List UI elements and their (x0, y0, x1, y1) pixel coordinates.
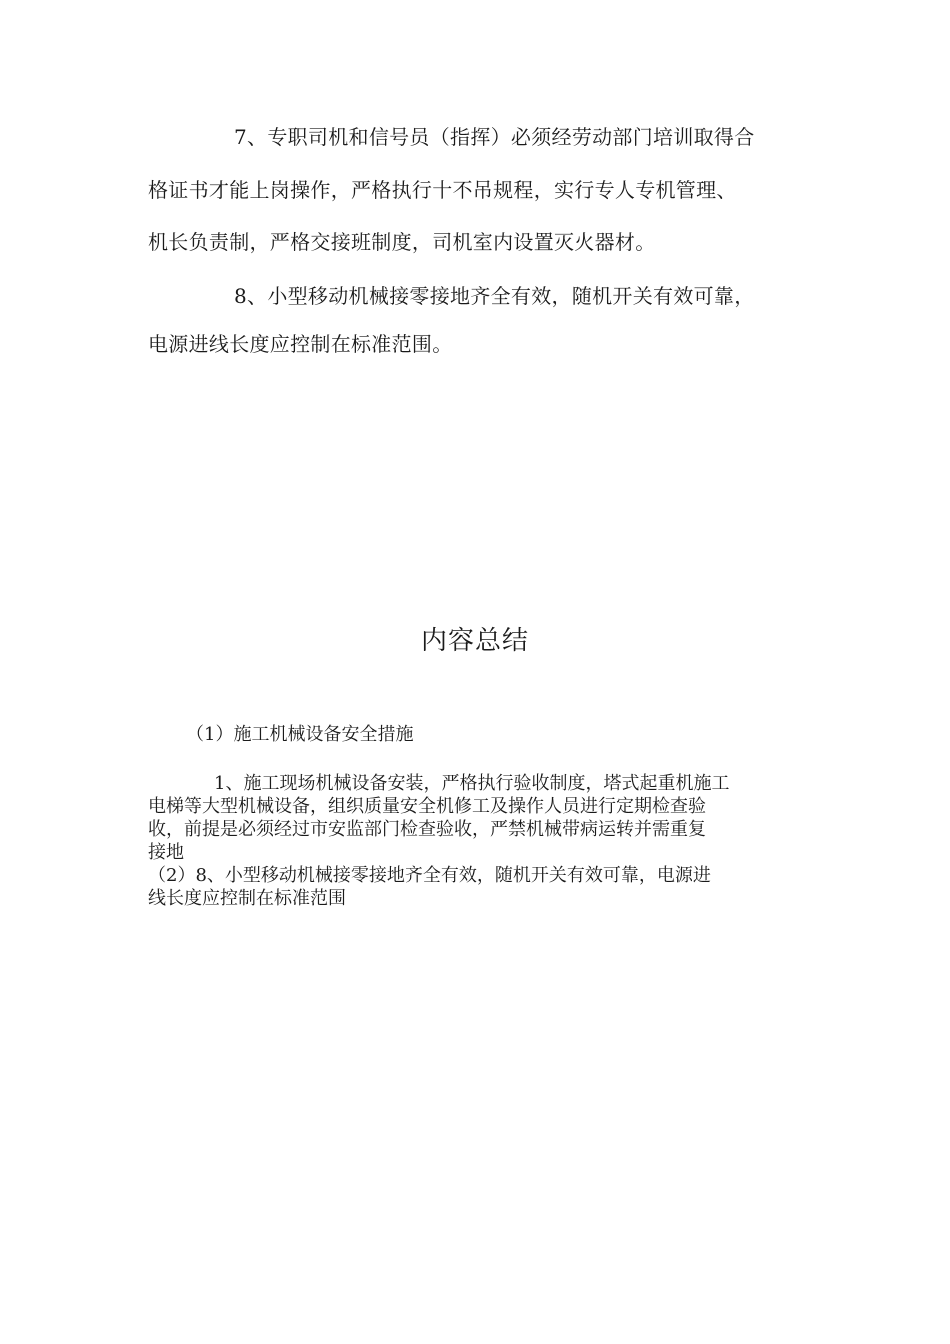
summary-text-block (148, 772, 808, 910)
summary-line: 1、施工现场机械设备安装，严格执行验收制度，塔式起重机施工 (214, 773, 730, 794)
summary-line: 收，前提是必须经过市安监部门检查验收，严禁机械带病运转并需重复 (148, 819, 706, 840)
paragraph-8-line-2: 电源进线长度应控制在标准范围。 (148, 332, 453, 356)
paragraph-7-line-1: 7、专职司机和信号员（指挥）必须经劳动部门培训取得合 (234, 125, 755, 149)
summary-line: 线长度应控制在标准范围 (148, 888, 346, 909)
summary-section-heading: （1）施工机械设备安全措施 (186, 724, 414, 745)
paragraph-7-line-2: 格证书才能上岗操作，严格执行十不吊规程，实行专人专机管理、 (148, 178, 737, 202)
summary-line: 接地 (148, 842, 184, 863)
paragraph-7-line-3: 机长负责制，严格交接班制度，司机室内设置灭火器材。 (148, 230, 656, 254)
summary-title: 内容总结 (420, 626, 529, 656)
summary-line: （2）8、小型移动机械接零接地齐全有效，随机开关有效可靠，电源进 (148, 865, 711, 886)
summary-line: 电梯等大型机械设备，组织质量安全机修工及操作人员进行定期检查验 (148, 796, 706, 817)
paragraph-8-line-1: 8、小型移动机械接零接地齐全有效，随机开关有效可靠， (234, 284, 755, 308)
